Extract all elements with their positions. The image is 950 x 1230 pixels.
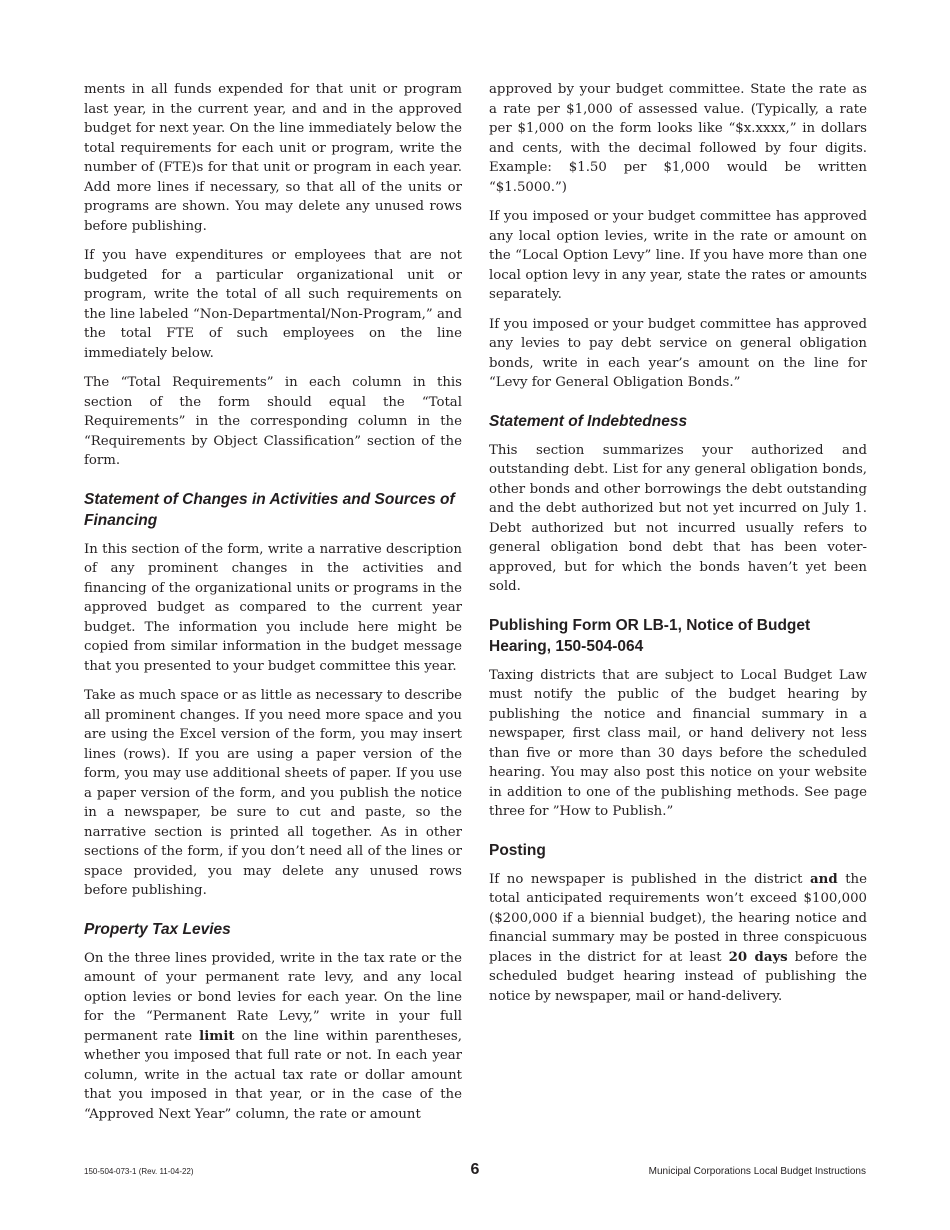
heading-publishing-form: Publishing Form OR LB-1, Notice of Budget Hearing, 150-504-064 (489, 616, 811, 655)
right-paragraph-6-part-a: If no newspaper is published in the district (489, 871, 811, 887)
heading-property-tax-levies: Property Tax Levies (84, 920, 231, 938)
left-paragraph-6-bold: limit (199, 1028, 235, 1044)
heading-changes-in-activities: Statement of Changes in Activities and Sources of Financing (84, 490, 455, 529)
heading-posting: Posting (489, 841, 546, 859)
heading-statement-of-indebtedness: Statement of Indebtedness (489, 412, 688, 430)
right-paragraph-6-part-c: before the scheduled budget hearing instead of publishing the notice by newspaper, mail or hand-delivery. (489, 949, 867, 1004)
right-paragraph-5: Taxing districts that are subject to Local Budget Law must notify the public of the budget hearing by publishing the notice and financial summary in a newspaper, first class mail, or hand delivery not less than five or more than 30 days before the scheduled hearing. You may also post this notice on your website in addition to one of the publishing methods. See page three for ”How to Publish.” (489, 667, 867, 819)
footer-document-title: Municipal Corporations Local Budget Instructions (648, 1166, 866, 1177)
right-paragraph-3: If you imposed or your budget committee has approved any levies to pay debt service on general obligation bonds, write in each year’s amount on the line for “Levy for General Obligation Bonds.” (489, 316, 867, 390)
right-paragraph-6-bold-1: and (810, 871, 838, 887)
right-paragraph-1: approved by your budget committee. State the rate as a rate per $1,000 of assessed value. (Typically, a rate per $1,000 on the form looks like “$x.xxxx,” in dollars and cents, with the decimal followed by four digits. Example: $1.50 per $1,000 would be written “$1.5000.”) (489, 82, 867, 195)
left-paragraph-6-part-a: On the three lines provided, write in the tax rate or the amount of your permanent rate levy, and any local option levies or bond levies for each year. On the line for the “Permanent Rate Levy,” write in your full permanent rate (84, 950, 462, 1044)
right-paragraph-6-bold-2: 20 days (728, 949, 788, 965)
left-paragraph-3: The “Total Requirements” in each column in this section of the form should equal the “Total Requirements” in the corresponding column in the “Requirements by Object Classification” section of the form. (84, 375, 462, 468)
footer-page-number: 6 (470, 1161, 480, 1178)
left-paragraph-2: If you have expenditures or employees that are not budgeted for a particular organizational unit or program, write the total of all such requirements on the line labeled “Non-Departmental/Non-Program,” and the total FTE of such employees on the line immediately below. (84, 248, 462, 361)
left-paragraph-1: ments in all funds expended for that unit or program last year, in the current year, and and in the approved budget for next year. On the line immediately below the total requirements for each unit or program, write the number of (FTE)s for that unit or program in each year. Add more lines if necessary, so that all of the units or programs are shown. You may delete any unused rows before publishing. (84, 82, 462, 234)
right-paragraph-6-part-b: the total anticipated requirements won’t exceed $100,000 ($200,000 if a biennial budget), the hearing notice and financial summary may be posted in three conspicuous places in the district for at least (489, 871, 867, 965)
right-column (489, 80, 867, 1016)
footer-form-number: 150-504-073-1 (Rev. 11-04-22) (84, 1167, 194, 1176)
left-paragraph-6 (84, 949, 462, 1125)
right-paragraph-2: If you imposed or your budget committee has approved any local option levies, write in the rate or amount on the “Local Option Levy” line. If you have more than one local option levy in any year, state the rates or amounts separately. (489, 209, 867, 302)
left-paragraph-5: Take as much space or as little as necessary to describe all prominent changes. If you need more space and you are using the Excel version of the form, you may insert lines (rows). If you are using a paper version of the form, you may use additional sheets of paper. If you use a paper version of the form, and you publish the notice in a newspaper, be sure to cut and paste, so the narrative section is printed all together. As in other sections of the form, if you don’t need all of the lines or space provided, you may delete any unused rows before publishing. (84, 688, 462, 898)
right-paragraph-4: This section summarizes your authorized and outstanding debt. List for any general obligation bonds, other bonds and other borrowings the debt outstanding and the debt authorized but not yet incurred on July 1. Debt authorized but not incurred usually refers to general obligation bond debt that has been voter-approved, but for which the bonds haven’t yet been sold. (489, 442, 867, 594)
right-paragraph-6 (489, 870, 867, 1007)
left-column (84, 80, 462, 1134)
left-paragraph-6-part-b: on the line within parentheses, whether you imposed that full rate or not. In each year column, write in the actual tax rate or dollar amount that you imposed in that year, or in the case of the “Approved Next Year” column, the rate or amount (84, 1028, 462, 1122)
left-paragraph-4: In this section of the form, write a narrative description of any prominent changes in the activities and financing of the organizational units or programs in the approved budget as compared to the current year budget. The information you include here might be copied from similar information in the budget message that you presented to your budget committee this year. (84, 541, 462, 674)
